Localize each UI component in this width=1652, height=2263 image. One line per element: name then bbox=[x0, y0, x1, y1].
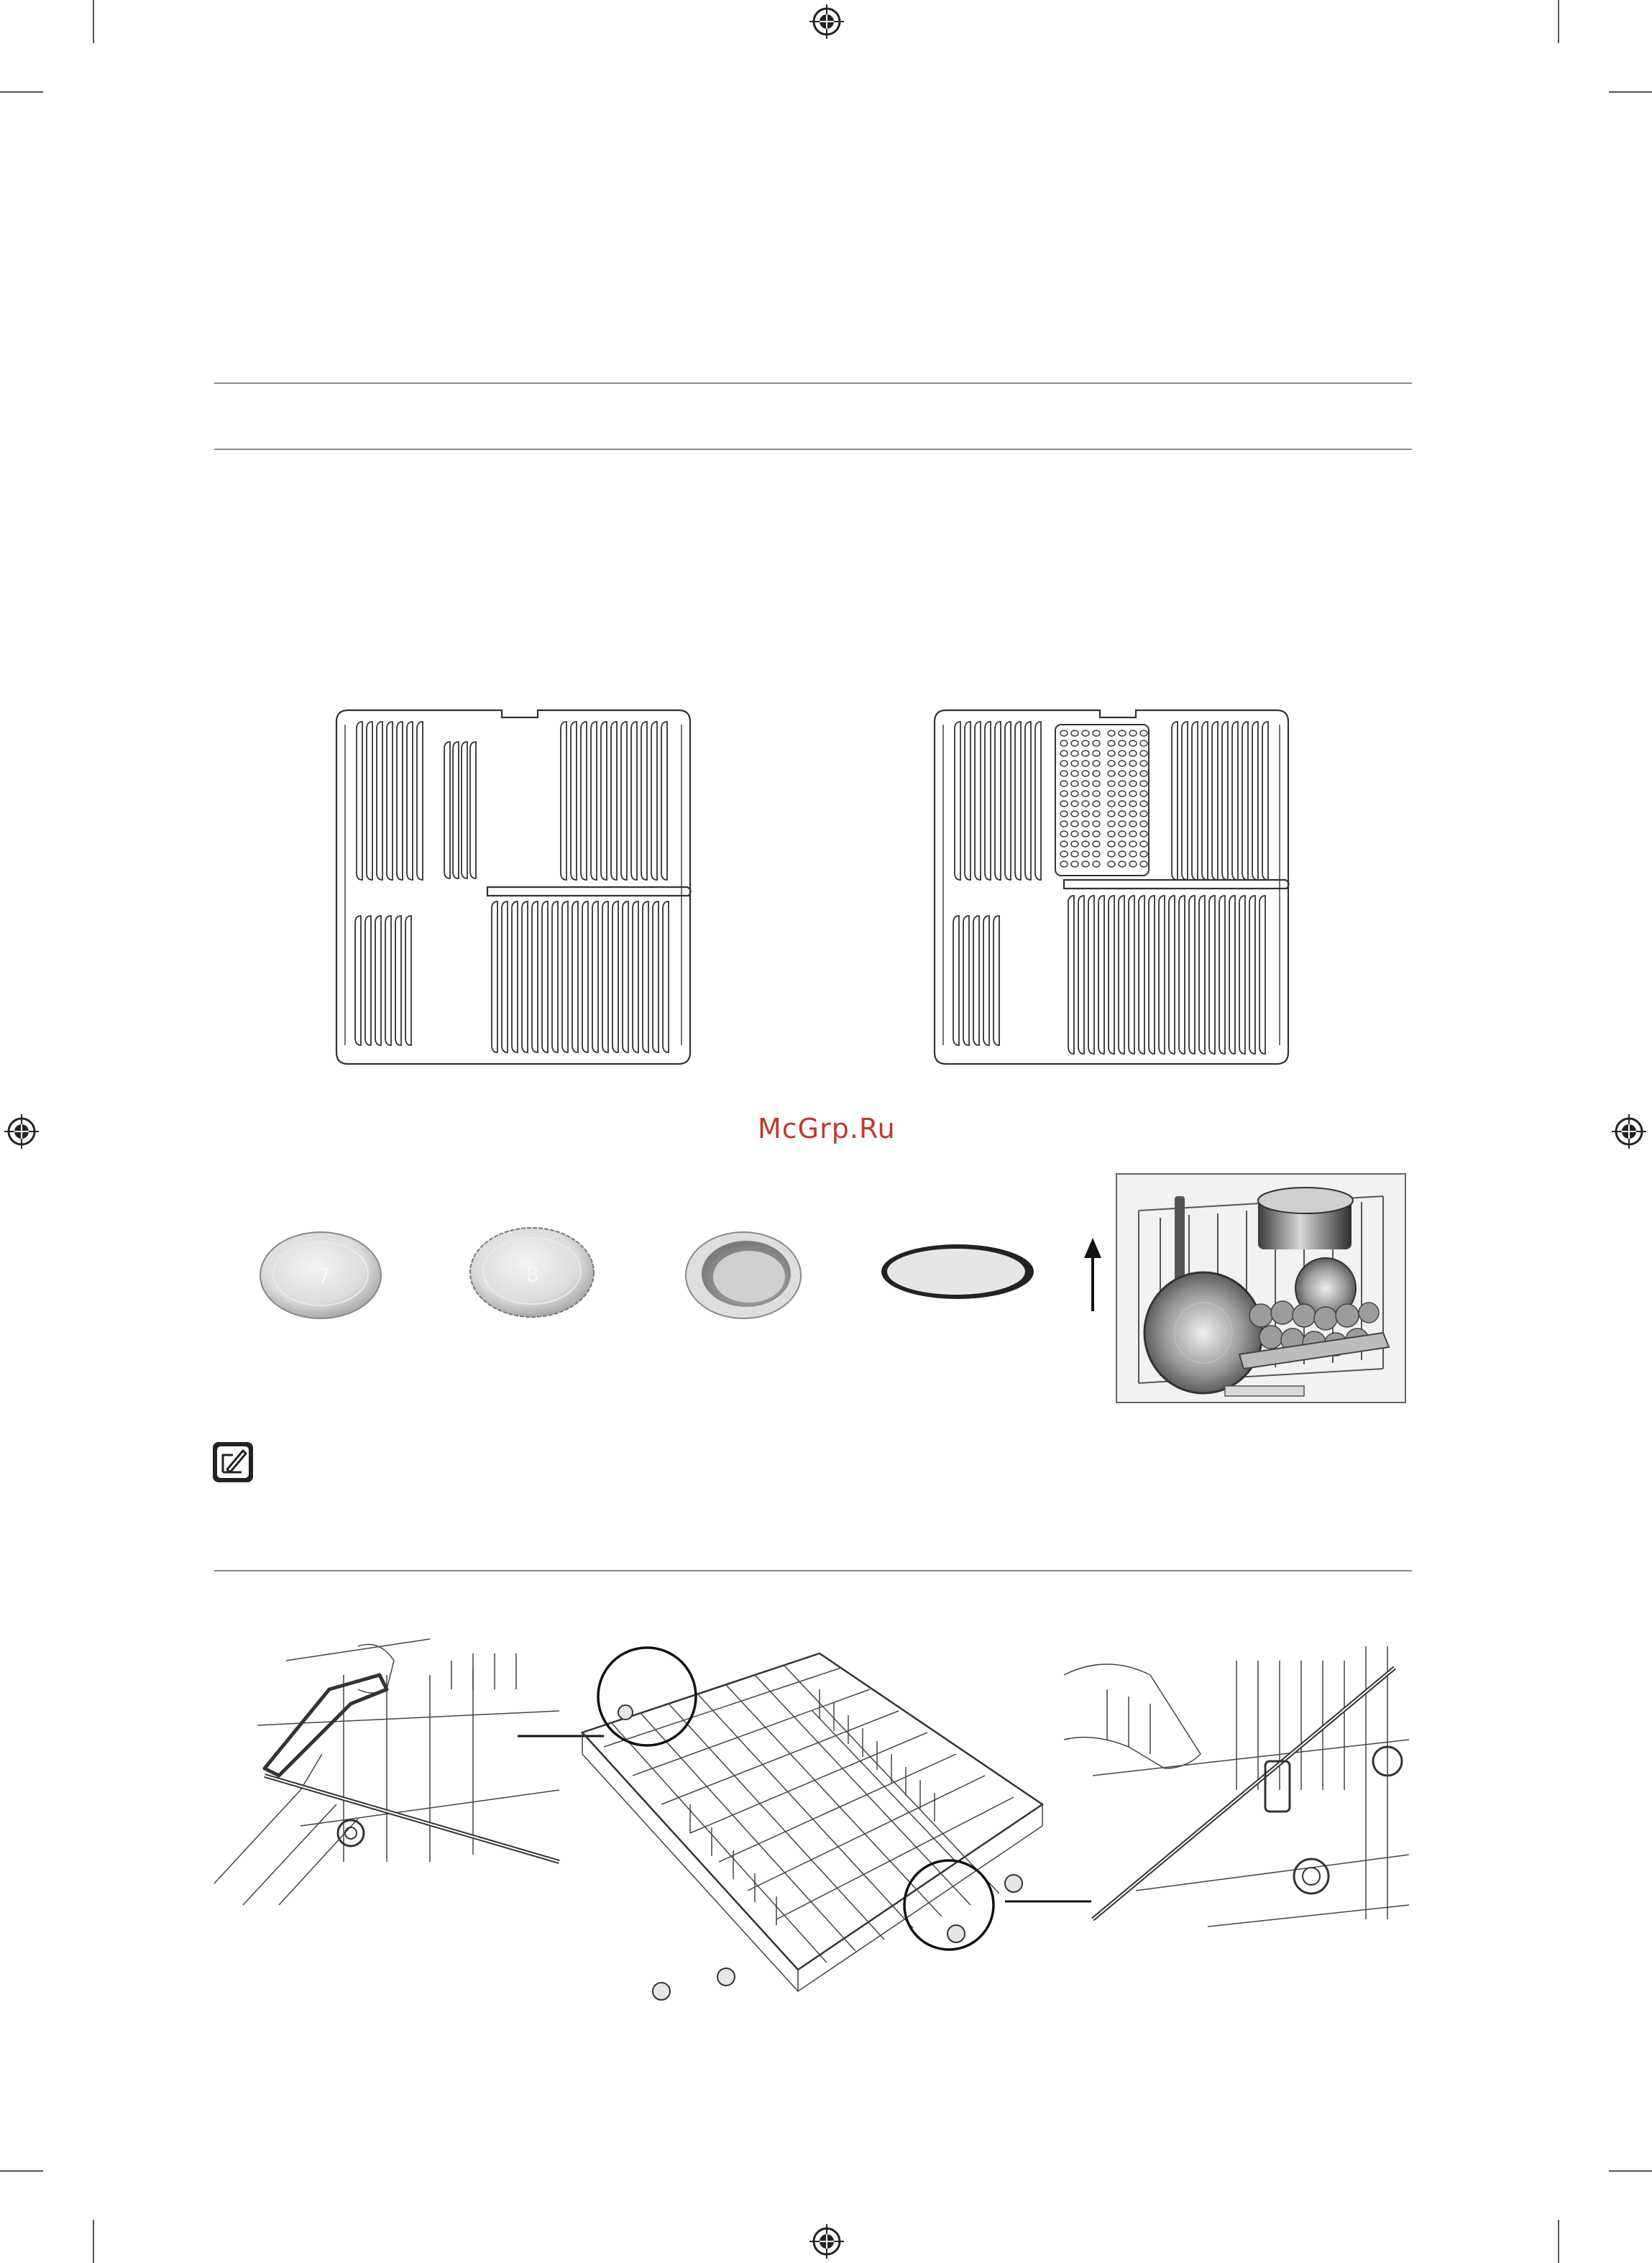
basket-slot bbox=[1060, 750, 1068, 756]
plate-outline bbox=[1229, 896, 1235, 1054]
upper-rack-illustration bbox=[582, 1646, 1042, 2020]
plate-outline bbox=[581, 722, 587, 880]
plate-outline bbox=[633, 901, 638, 1052]
basket-slot bbox=[1140, 811, 1147, 817]
basket-slot bbox=[1140, 851, 1147, 857]
basket-slot bbox=[1082, 801, 1089, 807]
plate-outline bbox=[1109, 896, 1114, 1054]
plate-outline bbox=[1262, 722, 1268, 880]
basket-slot bbox=[1129, 761, 1137, 766]
basket-slot bbox=[1093, 811, 1100, 817]
rack-detail-right bbox=[1064, 1646, 1409, 1927]
plate-outline bbox=[512, 901, 518, 1052]
basket-slot bbox=[1093, 841, 1100, 847]
plate-8 bbox=[467, 1224, 597, 1317]
basket-slot bbox=[1060, 821, 1068, 827]
plate-outline bbox=[1212, 722, 1218, 880]
watermark: McGrp.Ru bbox=[758, 1113, 896, 1144]
basket-slot bbox=[1060, 841, 1068, 847]
basket-slot bbox=[1108, 831, 1115, 837]
basket-slot bbox=[1093, 831, 1100, 837]
plate-outline bbox=[377, 722, 382, 880]
plate-outline bbox=[995, 722, 1001, 880]
basket-slot bbox=[1129, 861, 1137, 867]
basket-slot bbox=[1129, 750, 1137, 756]
section-rule-top bbox=[214, 382, 1412, 384]
plate-outline bbox=[405, 916, 411, 1045]
plate-outline bbox=[1119, 896, 1124, 1054]
plate-outline bbox=[1202, 722, 1208, 880]
basket-slot bbox=[1060, 831, 1068, 837]
plate-outline bbox=[417, 722, 423, 880]
plate-outline bbox=[444, 742, 450, 878]
basket-slot bbox=[1082, 811, 1089, 817]
basket-slot bbox=[1108, 750, 1115, 756]
basket-slot bbox=[1082, 750, 1089, 756]
basket-slot bbox=[1119, 811, 1126, 817]
plate-outline bbox=[1249, 896, 1255, 1054]
plate-7 bbox=[257, 1228, 387, 1321]
plate-outline bbox=[407, 722, 413, 880]
basket-slot bbox=[1119, 791, 1126, 797]
plate-outline bbox=[591, 722, 597, 880]
plate-outline bbox=[375, 916, 381, 1045]
plate-outline bbox=[994, 916, 999, 1045]
plate-outline bbox=[1068, 896, 1074, 1054]
plate-outline bbox=[571, 722, 577, 880]
plate-outline bbox=[663, 901, 669, 1052]
basket-slot bbox=[1140, 841, 1147, 847]
basket-slot bbox=[1082, 781, 1089, 786]
basket-slot bbox=[1082, 831, 1089, 837]
pots-rack-drawing bbox=[1117, 1175, 1405, 1402]
oval-platter bbox=[878, 1239, 1037, 1304]
basket-slot bbox=[1060, 730, 1068, 736]
basket-slot bbox=[1119, 771, 1126, 776]
basket-slot bbox=[1093, 861, 1100, 867]
basket-slot bbox=[1060, 861, 1068, 867]
plate-outline bbox=[1239, 896, 1245, 1054]
plate-outline bbox=[1209, 896, 1215, 1054]
basket-slot bbox=[1108, 771, 1115, 776]
rack-loading-diagram-2 bbox=[927, 707, 1295, 1067]
plate-outline bbox=[1222, 722, 1228, 880]
registration-mark-icon bbox=[1612, 1114, 1646, 1149]
basket-slot bbox=[1108, 801, 1115, 807]
basket-slot bbox=[1071, 771, 1078, 776]
basket-slot bbox=[1082, 761, 1089, 766]
cutlery-basket bbox=[1055, 725, 1149, 876]
basket-slot bbox=[1082, 771, 1089, 776]
basket-slot bbox=[1129, 831, 1137, 837]
basket-slot bbox=[1071, 821, 1078, 827]
plate-outline bbox=[1219, 896, 1225, 1054]
plate-outline bbox=[522, 901, 528, 1052]
plate-outline bbox=[385, 916, 391, 1045]
basket-slot bbox=[1060, 781, 1068, 786]
plate-outline bbox=[395, 916, 401, 1045]
basket-slot bbox=[1140, 781, 1147, 786]
basket-slot bbox=[1129, 791, 1137, 797]
basket-slot bbox=[1093, 801, 1100, 807]
plate-outline bbox=[1179, 896, 1185, 1054]
registration-mark-icon bbox=[809, 4, 844, 39]
plate-outline bbox=[1189, 896, 1195, 1054]
plate-outline bbox=[1129, 896, 1134, 1054]
plate-outline bbox=[611, 722, 617, 880]
plate-outline bbox=[1172, 722, 1178, 880]
basket-slot bbox=[1140, 750, 1147, 756]
plate-outline bbox=[492, 901, 497, 1052]
basket-slot bbox=[1071, 791, 1078, 797]
plate-outline bbox=[387, 722, 393, 880]
basket-slot bbox=[1093, 791, 1100, 797]
basket-slot bbox=[1060, 851, 1068, 857]
basket-slot bbox=[1071, 851, 1078, 857]
basket-slot bbox=[1082, 730, 1089, 736]
plate-outline bbox=[965, 722, 970, 880]
plate-outline bbox=[985, 722, 991, 880]
plate-outline bbox=[561, 722, 566, 880]
section-rule-second bbox=[214, 449, 1412, 450]
basket-slot bbox=[1108, 851, 1115, 857]
plate-outline bbox=[1159, 896, 1165, 1054]
basket-slot bbox=[1071, 730, 1078, 736]
basket-slot bbox=[1082, 791, 1089, 797]
basket-slot bbox=[1060, 801, 1068, 807]
basket-slot bbox=[1082, 841, 1089, 847]
basket-slot bbox=[1129, 781, 1137, 786]
basket-slot bbox=[1093, 771, 1100, 776]
basket-slot bbox=[1082, 861, 1089, 867]
plate-outline bbox=[623, 901, 628, 1052]
basket-slot bbox=[1129, 771, 1137, 776]
plate-outline bbox=[975, 722, 981, 880]
basket-slot bbox=[1129, 851, 1137, 857]
plate-outline bbox=[1005, 722, 1011, 880]
plate-outline bbox=[1025, 722, 1031, 880]
plate-outline bbox=[973, 916, 979, 1045]
plate-7-label: 7 bbox=[318, 1264, 331, 1287]
basket-slot bbox=[1071, 761, 1078, 766]
plate-outline bbox=[355, 916, 361, 1045]
plate-outline bbox=[1078, 896, 1084, 1054]
plate-outline bbox=[592, 901, 598, 1052]
plate-outline bbox=[462, 742, 467, 878]
plate-outline bbox=[653, 901, 658, 1052]
basket-slot bbox=[1140, 831, 1147, 837]
basket-slot bbox=[1093, 821, 1100, 827]
basket-slot bbox=[1119, 851, 1126, 857]
basket-slot bbox=[1119, 861, 1126, 867]
plate-outline bbox=[612, 901, 618, 1052]
basket-slot bbox=[1108, 821, 1115, 827]
plate-outline bbox=[953, 916, 959, 1045]
basket-slot bbox=[1140, 801, 1147, 807]
basket-slot bbox=[1119, 821, 1126, 827]
basket-slot bbox=[1082, 821, 1089, 827]
plate-outline bbox=[397, 722, 403, 880]
plate-outline bbox=[367, 722, 372, 880]
basket-slot bbox=[1108, 861, 1115, 867]
plate-outline bbox=[1149, 896, 1155, 1054]
plate-outline bbox=[532, 901, 538, 1052]
plate-outline bbox=[1192, 722, 1198, 880]
basket-slot bbox=[1082, 740, 1089, 746]
basket-slot bbox=[1060, 761, 1068, 766]
basket-slot bbox=[1129, 841, 1137, 847]
basket-slot bbox=[1108, 811, 1115, 817]
basket-slot bbox=[1071, 740, 1078, 746]
basket-slot bbox=[1093, 761, 1100, 766]
plate-outline bbox=[562, 901, 568, 1052]
plate-outline bbox=[643, 901, 648, 1052]
basket-slot bbox=[1093, 781, 1100, 786]
rack-detail-left bbox=[214, 1646, 566, 1912]
basket-slot bbox=[1119, 740, 1126, 746]
basket-slot bbox=[1071, 831, 1078, 837]
plate-outline bbox=[582, 901, 588, 1052]
basket-slot bbox=[1071, 750, 1078, 756]
plate-outline bbox=[1232, 722, 1238, 880]
plate-outline bbox=[651, 722, 657, 880]
basket-slot bbox=[1060, 811, 1068, 817]
basket-slot bbox=[1129, 811, 1137, 817]
plate-outline bbox=[1015, 722, 1021, 880]
basket-slot bbox=[1071, 841, 1078, 847]
plate-outline bbox=[621, 722, 627, 880]
basket-slot bbox=[1140, 821, 1147, 827]
basket-slot bbox=[1129, 730, 1137, 736]
basket-slot bbox=[1060, 771, 1068, 776]
basket-slot bbox=[1060, 740, 1068, 746]
basket-slot bbox=[1119, 801, 1126, 807]
basket-slot bbox=[1119, 781, 1126, 786]
plate-outline bbox=[1098, 896, 1104, 1054]
arrow-up-icon bbox=[1078, 1236, 1107, 1316]
plate-outline bbox=[963, 916, 969, 1045]
plate-outline bbox=[641, 722, 647, 880]
bowl bbox=[683, 1228, 805, 1321]
plate-outline bbox=[661, 722, 667, 880]
basket-slot bbox=[1071, 781, 1078, 786]
plate-outline bbox=[365, 916, 371, 1045]
basket-slot bbox=[1140, 771, 1147, 776]
basket-slot bbox=[1119, 750, 1126, 756]
section-rule-third bbox=[214, 1570, 1412, 1571]
basket-slot bbox=[1108, 740, 1115, 746]
basket-slot bbox=[1093, 740, 1100, 746]
basket-slot bbox=[1108, 841, 1115, 847]
plate-outline bbox=[542, 901, 548, 1052]
registration-mark-icon bbox=[809, 2224, 844, 2259]
plate-outline bbox=[552, 901, 558, 1052]
basket-slot bbox=[1119, 841, 1126, 847]
rack-loading-diagram-1 bbox=[329, 707, 697, 1067]
basket-slot bbox=[1140, 730, 1147, 736]
registration-mark-icon bbox=[4, 1114, 39, 1149]
plate-outline bbox=[955, 722, 960, 880]
basket-slot bbox=[1093, 730, 1100, 736]
plate-outline bbox=[1035, 722, 1041, 880]
plate-outline bbox=[1259, 896, 1265, 1054]
plate-outline bbox=[602, 901, 608, 1052]
basket-slot bbox=[1093, 851, 1100, 857]
basket-slot bbox=[1071, 861, 1078, 867]
plate-outline bbox=[983, 916, 989, 1045]
basket-slot bbox=[1119, 761, 1126, 766]
plate-outline bbox=[470, 742, 476, 878]
plate-outline bbox=[502, 901, 508, 1052]
basket-slot bbox=[1140, 861, 1147, 867]
basket-slot bbox=[1140, 740, 1147, 746]
basket-slot bbox=[1071, 811, 1078, 817]
basket-slot bbox=[1071, 801, 1078, 807]
basket-slot bbox=[1119, 730, 1126, 736]
basket-slot bbox=[1060, 791, 1068, 797]
basket-slot bbox=[1129, 821, 1137, 827]
basket-slot bbox=[1108, 761, 1115, 766]
plate-outline bbox=[1182, 722, 1188, 880]
basket-slot bbox=[1129, 801, 1137, 807]
plate-outline bbox=[601, 722, 607, 880]
plate-outline bbox=[1252, 722, 1258, 880]
plate-outline bbox=[1139, 896, 1144, 1054]
basket-slot bbox=[1119, 831, 1126, 837]
basket-slot bbox=[1108, 730, 1115, 736]
basket-slot bbox=[1108, 781, 1115, 786]
plate-outline bbox=[1199, 896, 1205, 1054]
plate-8-label: 8 bbox=[526, 1262, 539, 1286]
plate-outline bbox=[1088, 896, 1094, 1054]
plate-outline bbox=[1242, 722, 1248, 880]
basket-slot bbox=[1082, 851, 1089, 857]
basket-slot bbox=[1108, 791, 1115, 797]
note-pencil-icon bbox=[211, 1441, 254, 1484]
basket-slot bbox=[1129, 740, 1137, 746]
basket-slot bbox=[1140, 761, 1147, 766]
plate-outline bbox=[631, 722, 637, 880]
plate-outline bbox=[357, 722, 362, 880]
basket-slot bbox=[1140, 791, 1147, 797]
plate-outline bbox=[453, 742, 459, 878]
basket-slot bbox=[1093, 750, 1100, 756]
plate-outline bbox=[1169, 896, 1175, 1054]
plate-outline bbox=[572, 901, 578, 1052]
